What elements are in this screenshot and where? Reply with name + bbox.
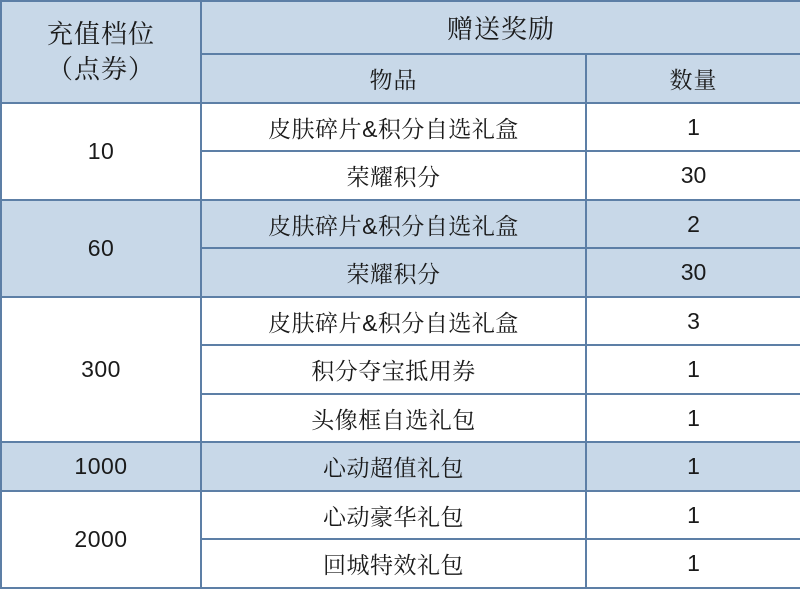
item-cell: 心动超值礼包	[201, 442, 586, 491]
tier-cell: 2000	[1, 491, 201, 588]
quantity-cell: 1	[586, 442, 800, 491]
header-reward: 赠送奖励	[201, 1, 800, 54]
quantity-cell: 1	[586, 394, 800, 443]
item-cell: 荣耀积分	[201, 248, 586, 297]
item-cell: 头像框自选礼包	[201, 394, 586, 443]
quantity-cell: 2	[586, 200, 800, 249]
header-recharge-tier	[1, 1, 201, 103]
tier-cell: 60	[1, 200, 201, 297]
item-cell: 皮肤碎片&积分自选礼盒	[201, 103, 586, 152]
item-cell: 荣耀积分	[201, 151, 586, 200]
table-row	[1, 200, 800, 249]
table-row	[1, 297, 800, 346]
table-row	[1, 103, 800, 152]
item-cell: 回城特效礼包	[201, 539, 586, 588]
quantity-cell: 3	[586, 297, 800, 346]
tier-cell: 10	[1, 103, 201, 200]
header-recharge-tier-line1: 充值档位	[46, 18, 155, 49]
table-row	[1, 442, 800, 491]
quantity-cell: 1	[586, 491, 800, 540]
item-cell: 皮肤碎片&积分自选礼盒	[201, 200, 586, 249]
quantity-cell: 30	[586, 151, 800, 200]
header-quantity: 数量	[586, 54, 800, 103]
header-item: 物品	[201, 54, 586, 103]
tier-cell: 1000	[1, 442, 201, 491]
quantity-cell: 1	[586, 345, 800, 394]
item-cell: 皮肤碎片&积分自选礼盒	[201, 297, 586, 346]
quantity-cell: 1	[586, 539, 800, 588]
table-row	[1, 491, 800, 540]
table-header-row-main	[1, 1, 800, 54]
tier-cell: 300	[1, 297, 201, 443]
item-cell: 心动豪华礼包	[201, 491, 586, 540]
header-recharge-tier-line2: （点券）	[46, 53, 155, 84]
quantity-cell: 30	[586, 248, 800, 297]
item-cell: 积分夺宝抵用券	[201, 345, 586, 394]
quantity-cell: 1	[586, 103, 800, 152]
